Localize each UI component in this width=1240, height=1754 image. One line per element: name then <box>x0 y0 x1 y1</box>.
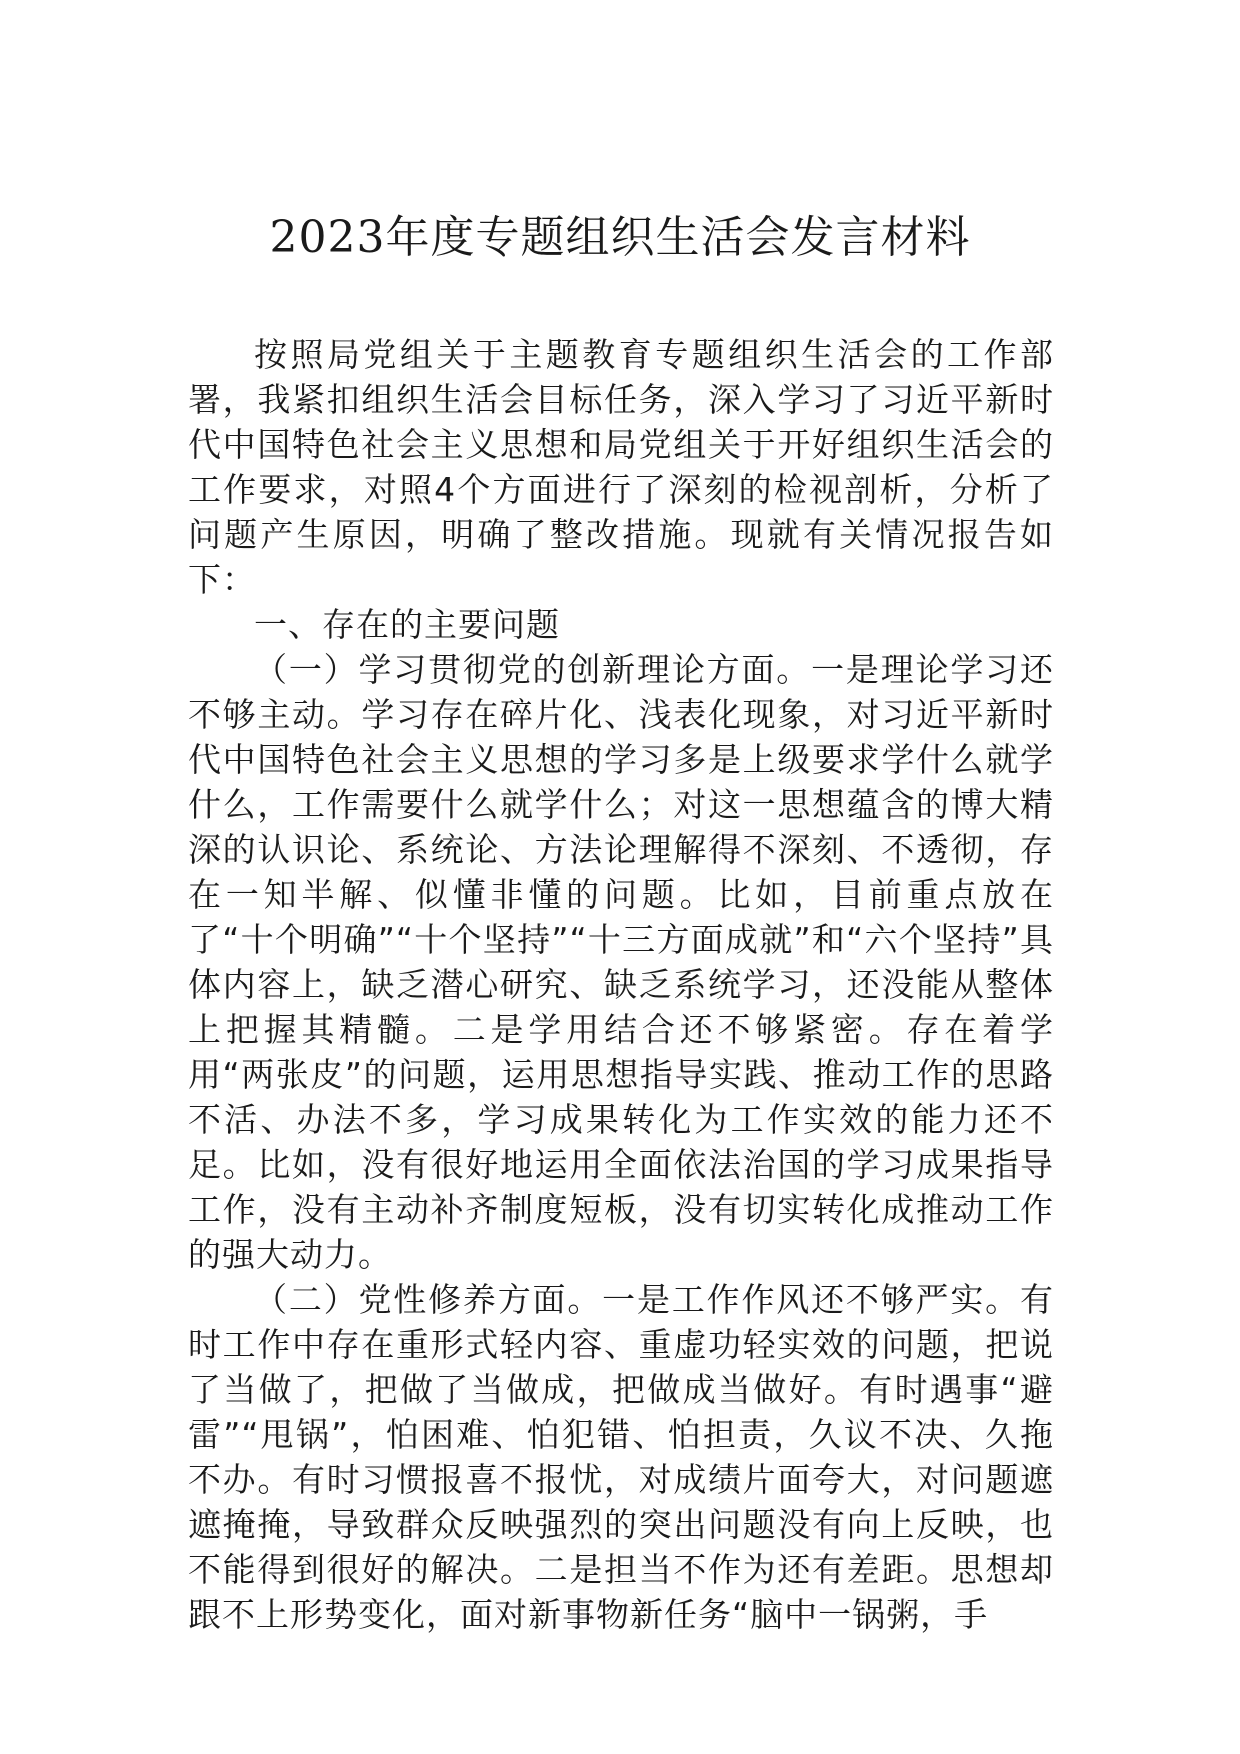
document-body <box>188 332 1054 1637</box>
intro-paragraph: 按照局党组关于主题教育专题组织生活会的工作部署，我紧扣组织生活会目标任务，深入学习了习近平新时代中国特色社会主义思想和局党组关于开好组织生活会的工作要求，对照4个方面进行了深刻的检视剖析，分析了问题产生原因，明确了整改措施。现就有关情况报告如下： <box>188 335 1054 599</box>
document-title: 2023年度专题组织生活会发言材料 <box>269 212 971 263</box>
section-heading-main-problems: 一、存在的主要问题 <box>254 605 560 644</box>
paragraph-party-spirit: （二）党性修养方面。一是工作作风还不够严实。有时工作中存在重形式轻内容、重虚功轻实效的问题，把说了当做了，把做了当做成，把做成当做好。有时遇事“避雷”“甩锅”，怕困难、怕犯错、怕担责，久议不决、久拖不办。有时习惯报喜不报忧，对成绩片面夸大，对问题遮遮掩掩，导致群众反映强烈的突出问题没有向上反映，也不能得到很好的解决。二是担当不作为还有差距。思想却跟不上形势变化，面对新事物新任务“脑中一锅粥，手 <box>188 1280 1054 1634</box>
paragraph-theory-study: （一）学习贯彻党的创新理论方面。一是理论学习还不够主动。学习存在碎片化、浅表化现象，对习近平新时代中国特色社会主义思想的学习多是上级要求学什么就学什么，工作需要什么就学什么；对这一思想蕴含的博大精深的认识论、系统论、方法论理解得不深刻、不透彻，存在一知半解、似懂非懂的问题。比如，目前重点放在了“十个明确”“十个坚持”“十三方面成就”和“六个坚持”具体内容上，缺乏潜心研究、缺乏系统学习，还没能从整体上把握其精髓。二是学用结合还不够紧密。存在着学用“两张皮”的问题，运用思想指导实践、推动工作的思路不活、办法不多，学习成果转化为工作实效的能力还不足。比如，没有很好地运用全面依法治国的学习成果指导工作，没有主动补齐制度短板，没有切实转化成推动工作的强大动力。 <box>188 650 1054 1274</box>
